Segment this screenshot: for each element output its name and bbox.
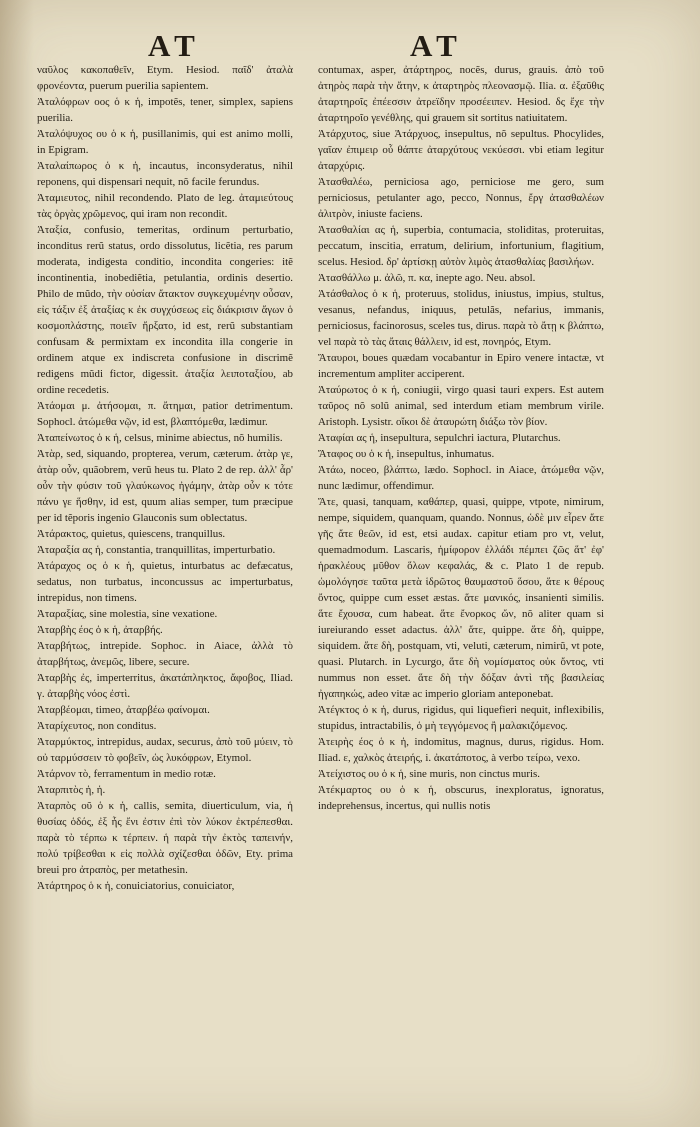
dictionary-entry: Ἀταύρωτος ὁ κ ἡ, coniugii, virgo quasi tauri expers. Est autem ταῦρος nõ solũ animal, sed interdum etiam membrum virile. Aristoph. Lysistr. οἴκοι δὲ ἀταυρώτη διάξω τὸν βίον. (318, 384, 604, 428)
dictionary-entry: Ἀτάρνον τὸ, ferramentum in medio rotæ. (37, 768, 216, 780)
dictionary-entry: Ἀταρμύκτος, intrepidus, audax, securus, ἀπὸ τοῦ μύειν, τὸ οὐ ταρμύσσειν τὸ φοβεῖν, ὡς λυκόφρων, Etymol. (37, 736, 293, 764)
dictionary-entry: Ἀτάω, noceo, βλάπτω, lædo. Sophocl. in Aiace, ἀτώμεθα νῷν, nunc lædimur, offendimur. (318, 464, 604, 492)
dictionary-entry: Ἀτάρχυτος, siue Ἀτάρχυος, insepultus, nõ sepultus. Phocylides, γαῖαν ἐπιμειρ οὖ θάπτε ἀταρχύτους νεκύεσσι. vbi etiam legitur ἀταρχύρις. (318, 128, 604, 172)
dictionary-entry: Ἀτασθάλλω μ. ἀλῶ, π. κα, inepte ago. Neu. absol. (318, 272, 536, 284)
dictionary-entry: Ἀταξία, confusio, temeritas, ordinum perturbatio, inconditus rerũ status, ordo dissolutus, licẽtia, res parum moderata, indigesta conditio, incondita congeries: itẽ incontinentia, inobediẽtia, petulantia, ordinis desertio. Philo de mũdo, τὴν οὐσίαν ἄτακτον συγκεχυμένην οὖσαν, εἰς τάξιν ἐξ ἀταξίας κ ἐκ συγχύσεως εἰς διάκρισιν ἄγων ὁ κοσμοπλάστης, ποιεῖν ἤρξατο, id est, rerũ substantiam confusam & permixtam ex incondita illa congerie in ordinem atque ex indiscreta confusione in discrimẽ redigens mũdi fictor, digessit. ἀταξία λειποταξίου, ab ordine recedetis. (37, 224, 293, 396)
dictionary-entry: Ἀταλόψυχος ου ὁ κ ἡ, pusillanimis, qui est animo molli, in Epigram. (37, 128, 293, 156)
dictionary-entry: Ἀταραξία ας ἡ, constantia, tranquillitas, imperturbatio. (37, 544, 276, 556)
dictionary-entry: Ἀταλόφρων οος ὁ κ ἡ, impotẽs, tener, simplex, sapiens puerilia. (37, 96, 293, 124)
dictionary-entry: Ἀταρβέομαι, timeo, ἀταρβέω φαίνομαι. (37, 704, 210, 716)
gutter-shadow (0, 0, 34, 1127)
dictionary-entry: Ἀτείχιστος ου ὁ κ ἡ, sine muris, non cinctus muris. (318, 768, 540, 780)
dictionary-entry: Ἀταρίχευτος, non conditus. (37, 720, 157, 732)
dictionary-entry: Ἀταρπιτὸς ἡ, ἡ. (37, 784, 106, 796)
dictionary-entry: contumax, asper, ἀτάρτηρος, nocẽs, durus, grauis. ἀπὸ τοῦ ἀτηρὸς παρὰ τὴν ἄτην, κ ἀταρτηρὸς πλεονασμῷ. Ilia. α. ἐξαῦθις ἀταρτηροῖς ἐπέεσσιν ἀτρεϊδην προσέειπεν. Hesiod. δς ἔχε τὴν ἀταρτηροῖο γενέθλης, qui grauem sit sortitus natiuitatem. (318, 64, 604, 124)
dictionary-entry: Ἀταρβὴς έος ὁ κ ἡ, ἀταρβής. (37, 624, 163, 636)
dictionary-entry: Ἀτέγκτος ὁ κ ἡ, durus, rigidus, qui liquefieri nequit, inflexibilis, stupidus, intractabilis, ὁ μὴ τεγγόμενος ἢ μαλακιζόμενος. (318, 704, 604, 732)
dictionary-entry: Ἀτέκμαρτος ου ὁ κ ἡ, obscurus, inexploratus, ignoratus, indeprehensus, incertus, qui nullis notis (318, 784, 604, 812)
dictionary-entry: Ἄτε, quasi, tanquam, καθάπερ, quasi, quippe, vtpote, nimirum, nempe, siquidem, quanquam, quando. Nonnus, ὡδὲ μιν εἶρεν ἅτε γῆς ἄτε θεῶν, id est, etsi audax. capitur etiam pro vt, velut, quemadmodum. Lascaris, ἡμίφορον ἐλλάδι πέμπει ζῶς ἅτ' ἐφ' ἡρακλέους μῦθον ὅλων κεφαλάς, & c. Plato 1 de repub. ὡμολόγησε ταῦτα μετὰ ἱδρῶτος θαυμαστοῦ ὅσου, ἅτε κ θέρους ὄντος, quippe cum esset æstas. ἅτε μανικός, insanienti similis. ἅτε ἔχουσα, cum habeat. ἅτε ἔνορκος ὤν, nõ aliter quam si iureiurando esset adactus. ἀλλ' ἅτε, quippe. ἅτε δὴ, quippe, siquidem. ἅτε δὴ, postquam, vti, veluti, cæterum, nimirũ, vt pote, quasi. Plutarch. in Lycurgo, ἅτε δὴ νομίσματος οὐκ ὄντος, vti nummus non esset. ἅτε δὴ τὴν δόξαν ἀντὶ τῆς βασιλείας ἠγαπηκώς, adeo vitæ ac imperio gloriam anteponebat. (318, 496, 604, 700)
dictionary-entry: Ἀτάομαι μ. ἀτήσομαι, π. ἄτημαι, patior detrimentum. Sophocl. ἀτώμεθα νῷν, id est, βλαπτόμεθα, lædimur. (37, 400, 293, 428)
dictionary-entry: Ἀταρβὴς ἐς, imperterritus, ἀκατάπληκτος, ἄφοβος, Iliad. γ. ἀταρβὴς νόος ἐστὶ. (37, 672, 293, 700)
dictionary-entry: Ἀταρβήτως, intrepide. Sophoc. in Aiace, ἀλλὰ τὸ ἀταρβήτως, ἀνεμῶς, libere, secure. (37, 640, 293, 668)
dictionary-entry: Ἀτάραχος ος ὁ κ ἡ, quietus, inturbatus ac defæcatus, sedatus, non turbatus, inconcussus ac imperturbatus, intrepidus, non timens. (37, 560, 293, 604)
dictionary-entry: Ἀταπείνωτος ὁ κ ἡ, celsus, minime abiectus, nõ humilis. (37, 432, 283, 444)
dictionary-entry: Ἀτειρὴς έος ὁ κ ἡ, indomitus, magnus, durus, rigidus. Hom. Iliad. ε, χαλκὸς ἀτειρής, i. ἀκατάποτος, à verbo τείρω, vexo. (318, 736, 604, 764)
dictionary-entry: Ἀτασθαλέω, perniciosa ago, perniciose me gero, sum perniciosus, petulanter ago, pecco, Nonnus, ἔργ ἀτασθαλέων ἀλιτρὸν, iniuste faciens. (318, 176, 604, 220)
dictionary-entry: Ἀταραξίας, sine molestia, sine vexatione. (37, 608, 218, 620)
dictionary-entry: Ἀτάρακτος, quietus, quiescens, tranquillus. (37, 528, 226, 540)
left-column (37, 62, 293, 894)
dictionary-entry: Ἄταυροι, boues quædam vocabantur in Epiro venere intactæ, vt incrementum ampliter acciperent. (318, 352, 604, 380)
dictionary-entry: Ἀταλαίπωρος ὁ κ ἡ, incautus, inconsyderatus, nihil reponens, qui dispensari nequit, nõ facile ferundus. (37, 160, 293, 188)
dictionary-entry: Ἀτάσθαλος ὁ κ ἡ, proteruus, stolidus, iniustus, impius, stultus, vesanus, nefandus, iniquus, petulãs, nefarius, immanis, perniciosus, facinorosus, sceles tus, dirus. παρὰ τὸ ἄτῃ κ βλάπτω, vel παρὰ τὸ τὰς ἄταις θάλλειν, id est, πονηρός, Etym. (318, 288, 604, 348)
dictionary-entry: Ἄταφος ου ὁ κ ἡ, insepultus, inhumatus. (318, 448, 495, 460)
running-head-left: AT (148, 28, 201, 63)
dictionary-entry: Ἀτὰρ, sed, siquando, propterea, verum, cæterum. ἀτὰρ γε, ἀτὰρ οὖν, quãobrem, verũ heus tu. Plato 2 de rep. ἀλλ' ἆρ' οὖν τὴν φύσιν τοῦ γλαύκωνος ἠγάμην, ἀτὰρ οὖν κ τότε πάνυ γε ἥσθην, id est, quum alias semper, tum præcipue per id tẽporis ingenio Glauconis sum oblectatus. (37, 448, 293, 524)
dictionary-entry: Ἀταρπὸς οῦ ὁ κ ἡ, callis, semita, diuerticulum, via, ἡ θυσίας ὁδός, ἐξ ἧς ἔνι ἐστιν ἐπὶ τὸν λύκον ἐκτρέπεσθαι. παρὰ τὸ τέρπω κ τέρπειν. ἡ παρὰ τὴν ἐκτὸς ταπεινήν, πολύ τρίβεσθαι κ εἰς πολλὰ σχίζεσθαι ὁδῶν, Ety. prima breui pro ἀτραπὸς, per metathesin. (37, 800, 293, 876)
dictionary-entry: Ἀτασθαλίαι ας ἡ, superbia, contumacia, stoliditas, proteruitas, peccatum, inscitia, erratum, delirium, infortunium, flagitium, scelus. Hesiod. δρ' ἀρτίσκῃ αὐτὸν λιμὸς ἀτασθαλίας βασιλήων. (318, 224, 604, 268)
dictionary-entry: Ἀταμιευτος, nihil recondendo. Plato de leg. ἀταμιεύτους τὰς ὀργὰς χρῶμενος, qui iram non recondit. (37, 192, 293, 220)
right-column (318, 62, 604, 814)
dictionary-entry: Ἀτάρτηρος ὁ κ ἡ, conuiciatorius, conuiciator, (37, 880, 235, 892)
running-head-right: AT (410, 28, 463, 63)
dictionary-entry: Ἀταφίαι ας ἡ, insepultura, sepulchri iactura, Plutarchus. (318, 432, 561, 444)
dictionary-entry: ναῦλος κακοπαθεῖν, Etym. Hesiod. παῖδ' ἀταλὰ φρονέοντα, puerum puerilia sapientem. (37, 64, 293, 92)
